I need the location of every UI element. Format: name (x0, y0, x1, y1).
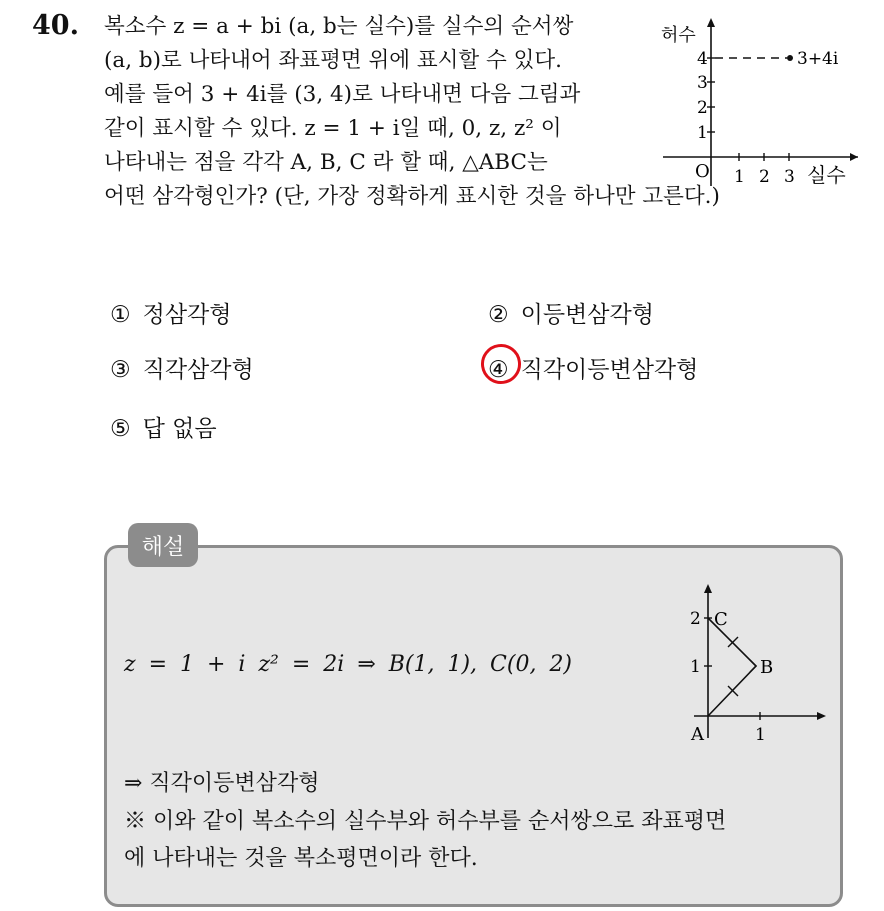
triangle-edges (708, 618, 756, 716)
y-tick-label: 2 (690, 609, 701, 629)
x-tick-label: 3 (784, 167, 795, 187)
solution-badge: 해설 (128, 523, 198, 567)
question-line: 복소수 z = a + bi (a, b는 실수)를 실수의 순서쌍 (104, 14, 574, 39)
solution-graph (688, 580, 828, 745)
y-tick-label: 1 (690, 657, 701, 677)
solution-note: 에 나타내는 것을 복소평면이라 한다. (124, 846, 478, 871)
point-label: 3+4i (797, 49, 839, 69)
choice-5[interactable] (110, 410, 217, 443)
x-tick-label: 1 (734, 167, 745, 187)
choice-label: 직각삼각형 (142, 357, 254, 383)
y-tick-label: 4 (697, 49, 708, 69)
y-tick-label: 1 (697, 123, 708, 143)
x-axis-arrow-icon (850, 153, 858, 161)
point-marker (787, 55, 793, 61)
choice-number: ④ (488, 357, 509, 383)
point-label-c: C (714, 609, 728, 630)
y-axis-arrow-icon (704, 584, 712, 593)
question-number: 40. (32, 10, 79, 41)
choice-label: 답 없음 (142, 416, 217, 442)
choice-label: 직각이등변삼각형 (520, 357, 699, 383)
choice-number: ⑤ (110, 416, 131, 442)
choice-number: ① (110, 302, 131, 328)
point-label-b: B (760, 657, 774, 678)
x-axis-label: 실수 (807, 163, 846, 187)
solution-note: ※ 이와 같이 복소수의 실수부와 허수부를 순서쌍으로 좌표평면 (124, 809, 727, 834)
x-tick-label: 2 (759, 167, 770, 187)
y-tick-label: 2 (697, 98, 708, 118)
choice-number: ② (488, 302, 509, 328)
solution-conclusion: ⇒ 직각이등변삼각형 (124, 771, 320, 796)
x-axis-arrow-icon (817, 712, 826, 720)
question-line: 예를 들어 3 + 4i를 (3, 4)로 나타내면 다음 그림과 (104, 82, 581, 107)
origin-label: O (695, 161, 710, 182)
choice-1[interactable] (110, 296, 232, 329)
question-line: (a, b)로 나타내어 좌표평면 위에 표시할 수 있다. (104, 48, 562, 73)
choice-number: ③ (110, 357, 131, 383)
question-line: 같이 표시할 수 있다. z = 1 + i일 때, 0, z, z² 이 (104, 116, 562, 141)
y-axis-arrow-icon (707, 18, 715, 27)
choice-2[interactable] (488, 296, 654, 329)
complex-plane-example-graph (655, 12, 865, 192)
choice-3[interactable] (110, 351, 254, 384)
y-axis-label: 허수 (661, 25, 696, 46)
x-tick-label: 1 (755, 725, 766, 745)
point-label-a: A (691, 724, 704, 745)
choice-label: 이등변삼각형 (520, 302, 654, 328)
choice-label: 정삼각형 (142, 302, 232, 328)
question-line: 나타내는 점을 각각 A, B, C 라 할 때, △ABC는 (104, 150, 548, 175)
y-tick-label: 3 (697, 73, 708, 93)
question-line: 어떤 삼각형인가? (단, 가장 정확하게 표시한 것을 하나만 고른다.) (104, 184, 720, 209)
solution-equation: z = 1 + i z² = 2i ⇒ B(1, 1), C(0, 2) (124, 652, 573, 677)
